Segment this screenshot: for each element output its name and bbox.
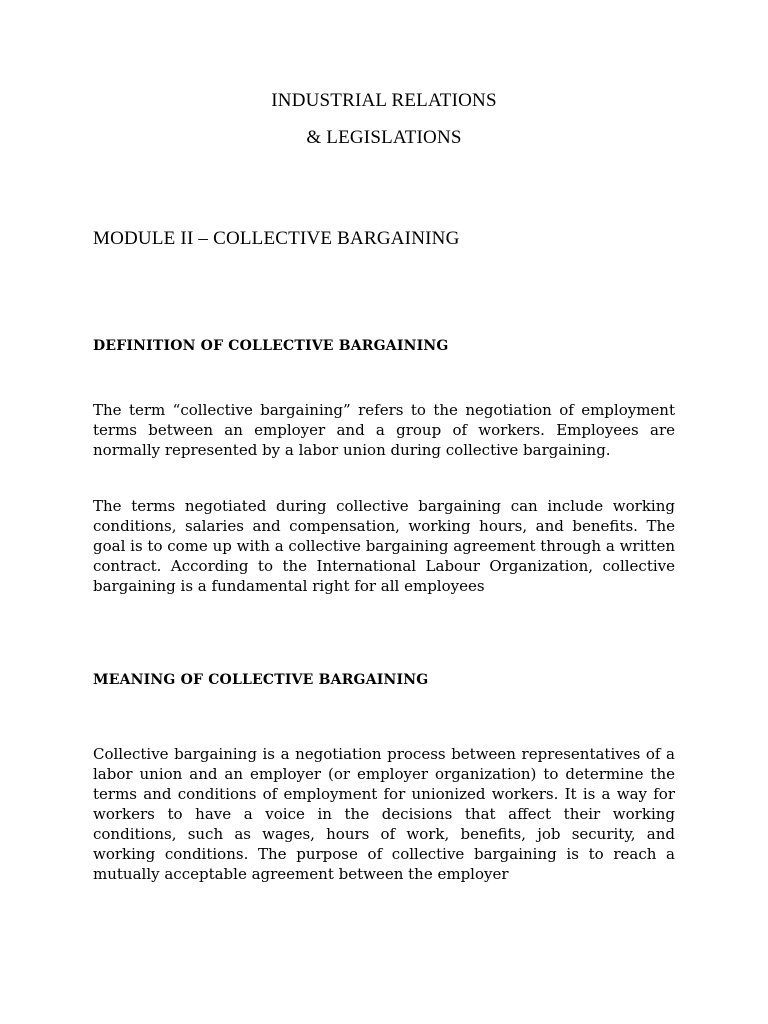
document-title-line-1: INDUSTRIAL RELATIONS [271, 90, 497, 111]
document-title-line-2: & LEGISLATIONS [306, 127, 462, 148]
module-title: MODULE II – COLLECTIVE BARGAINING [93, 228, 460, 249]
section-heading-definition: DEFINITION OF COLLECTIVE BARGAINING [93, 338, 449, 354]
meaning-paragraph-1: Collective bargaining is a negotiation process between representatives of a labor union and an employer (or employer organization) to determine the terms and conditions of employment for unionized workers. It is a way for workers to have a voice in the decisions that affect their working conditions, such as wages, hours of work, benefits, job security, and working conditions. The purpose of collective bargaining is to reach a mutually acceptable agreement between the employer [93, 745, 675, 883]
definition-paragraph-2: The terms negotiated during collective bargaining can include working conditions, salaries and compensation, working hours, and benefits. The goal is to come up with a collective bargaining agreement through a written contract. According to the International Labour Organization, collective bargaining is a fundamental right for all employees [93, 497, 675, 595]
definition-paragraph-1: The term “collective bargaining” refers to the negotiation of employment terms between an employer and a group of workers. Employees are normally represented by a labor union during collective bargaining. [93, 401, 675, 459]
section-heading-meaning: MEANING OF COLLECTIVE BARGAINING [93, 672, 429, 688]
